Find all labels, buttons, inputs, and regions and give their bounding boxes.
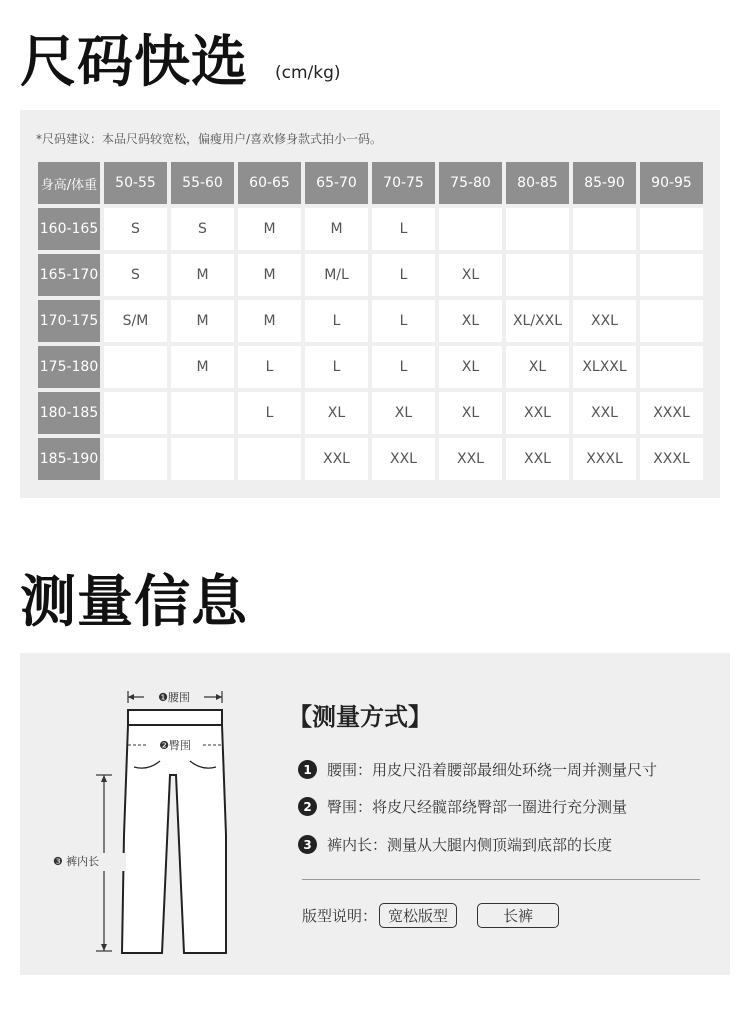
- size-cell: [573, 208, 636, 250]
- size-cell: XL: [439, 346, 502, 388]
- pants-diagram: [44, 675, 264, 965]
- size-cell: M: [238, 300, 301, 342]
- size-table-row: [38, 392, 703, 434]
- weight-header: 80-85: [506, 162, 569, 204]
- size-cell: XL: [439, 300, 502, 342]
- method-title: 【测量方式】: [288, 703, 432, 731]
- height-row-header: 160-165: [38, 208, 100, 250]
- size-cell: XL: [372, 392, 435, 434]
- size-cell: L: [238, 392, 301, 434]
- weight-header: 60-65: [238, 162, 301, 204]
- size-cell: [573, 254, 636, 296]
- size-cell: L: [372, 254, 435, 296]
- size-cell: XXL: [573, 300, 636, 342]
- size-cell: S: [171, 208, 234, 250]
- height-row-header: 165-170: [38, 254, 100, 296]
- size-cell: L: [305, 300, 368, 342]
- size-cell: L: [372, 300, 435, 342]
- weight-header: 90-95: [640, 162, 703, 204]
- number-badge: 2: [298, 797, 317, 816]
- size-unit-label: (cm/kg): [275, 63, 341, 83]
- waist-label: ❶腰围: [158, 691, 190, 704]
- size-cell: XL: [439, 392, 502, 434]
- method-item-inseam: [298, 834, 612, 855]
- size-cell: [238, 438, 301, 480]
- corner-header: 身高/体重: [38, 162, 100, 204]
- height-row-header: 185-190: [38, 438, 100, 480]
- size-cell: [640, 346, 703, 388]
- method-item-hip: [298, 796, 627, 817]
- size-table-row: [38, 254, 703, 296]
- size-cell: XL: [305, 392, 368, 434]
- method-item-waist: [298, 759, 657, 780]
- size-cell: M/L: [305, 254, 368, 296]
- size-cell: XXL: [439, 438, 502, 480]
- size-cell: XXL: [372, 438, 435, 480]
- method-text: 臀围：将皮尺经髋部绕臀部一圈进行充分测量: [327, 798, 628, 816]
- size-section-title: 尺码快选: [20, 30, 248, 95]
- size-table-header-row: [38, 162, 703, 204]
- size-cell: [640, 208, 703, 250]
- size-chart-panel: [20, 110, 720, 498]
- size-cell: [506, 254, 569, 296]
- size-cell: [104, 346, 167, 388]
- height-row-header: 180-185: [38, 392, 100, 434]
- size-cell: [104, 392, 167, 434]
- size-cell: M: [171, 254, 234, 296]
- measure-panel: [20, 653, 730, 975]
- size-cell: [439, 208, 502, 250]
- size-cell: [171, 392, 234, 434]
- size-cell: M: [171, 300, 234, 342]
- size-cell: XL/XXL: [506, 300, 569, 342]
- weight-header: 50-55: [104, 162, 167, 204]
- size-cell: XXXL: [573, 438, 636, 480]
- size-table-row: [38, 438, 703, 480]
- number-badge: 1: [298, 760, 317, 779]
- method-text: 腰围：用皮尺沿着腰部最细处环绕一周并测量尺寸: [327, 761, 658, 779]
- size-cell: L: [238, 346, 301, 388]
- size-cell: XL: [506, 346, 569, 388]
- weight-header: 65-70: [305, 162, 368, 204]
- size-cell: [171, 438, 234, 480]
- size-cell: [640, 300, 703, 342]
- size-cell: M: [305, 208, 368, 250]
- divider: [302, 879, 700, 880]
- size-cell: XXL: [305, 438, 368, 480]
- size-note: *尺码建议：本品尺码较宽松，偏瘦用户/喜欢修身款式拍小一码。: [36, 132, 383, 146]
- size-cell: L: [372, 346, 435, 388]
- fit-tag-long-pants: 长裤: [477, 903, 559, 928]
- fit-label: 版型说明：: [302, 907, 378, 925]
- size-cell: [104, 438, 167, 480]
- size-cell: M: [238, 208, 301, 250]
- weight-header: 85-90: [573, 162, 636, 204]
- size-cell: L: [372, 208, 435, 250]
- waistband-shape: [128, 710, 222, 725]
- pants-shape: [122, 725, 226, 953]
- fit-description-row: [302, 903, 559, 928]
- size-table: [34, 158, 707, 484]
- weight-header: 75-80: [439, 162, 502, 204]
- size-cell: S: [104, 254, 167, 296]
- size-cell: S/M: [104, 300, 167, 342]
- inseam-label: ❸ 裤内长: [52, 855, 100, 868]
- size-cell: XXL: [573, 392, 636, 434]
- size-cell: [506, 208, 569, 250]
- size-cell: XXL: [506, 392, 569, 434]
- size-cell: M: [171, 346, 234, 388]
- size-table-body: [38, 208, 703, 480]
- size-cell: S: [104, 208, 167, 250]
- size-cell: L: [305, 346, 368, 388]
- size-cell: [640, 254, 703, 296]
- measure-section-title: 测量信息: [20, 570, 248, 635]
- size-cell: M: [238, 254, 301, 296]
- weight-header: 55-60: [171, 162, 234, 204]
- size-cell: XXXL: [640, 392, 703, 434]
- number-badge: 3: [298, 835, 317, 854]
- height-row-header: 175-180: [38, 346, 100, 388]
- height-row-header: 170-175: [38, 300, 100, 342]
- size-cell: XXXL: [640, 438, 703, 480]
- weight-header: 70-75: [372, 162, 435, 204]
- size-table-row: [38, 208, 703, 250]
- size-cell: XXL: [506, 438, 569, 480]
- size-table-row: [38, 346, 703, 388]
- hip-label: ❷臀围: [159, 739, 191, 752]
- size-cell: XL: [439, 254, 502, 296]
- method-text: 裤内长：测量从大腿内侧顶端到底部的长度: [327, 836, 613, 854]
- fit-tag-loose: 宽松版型: [379, 903, 457, 928]
- size-cell: XLXXL: [573, 346, 636, 388]
- size-table-row: [38, 300, 703, 342]
